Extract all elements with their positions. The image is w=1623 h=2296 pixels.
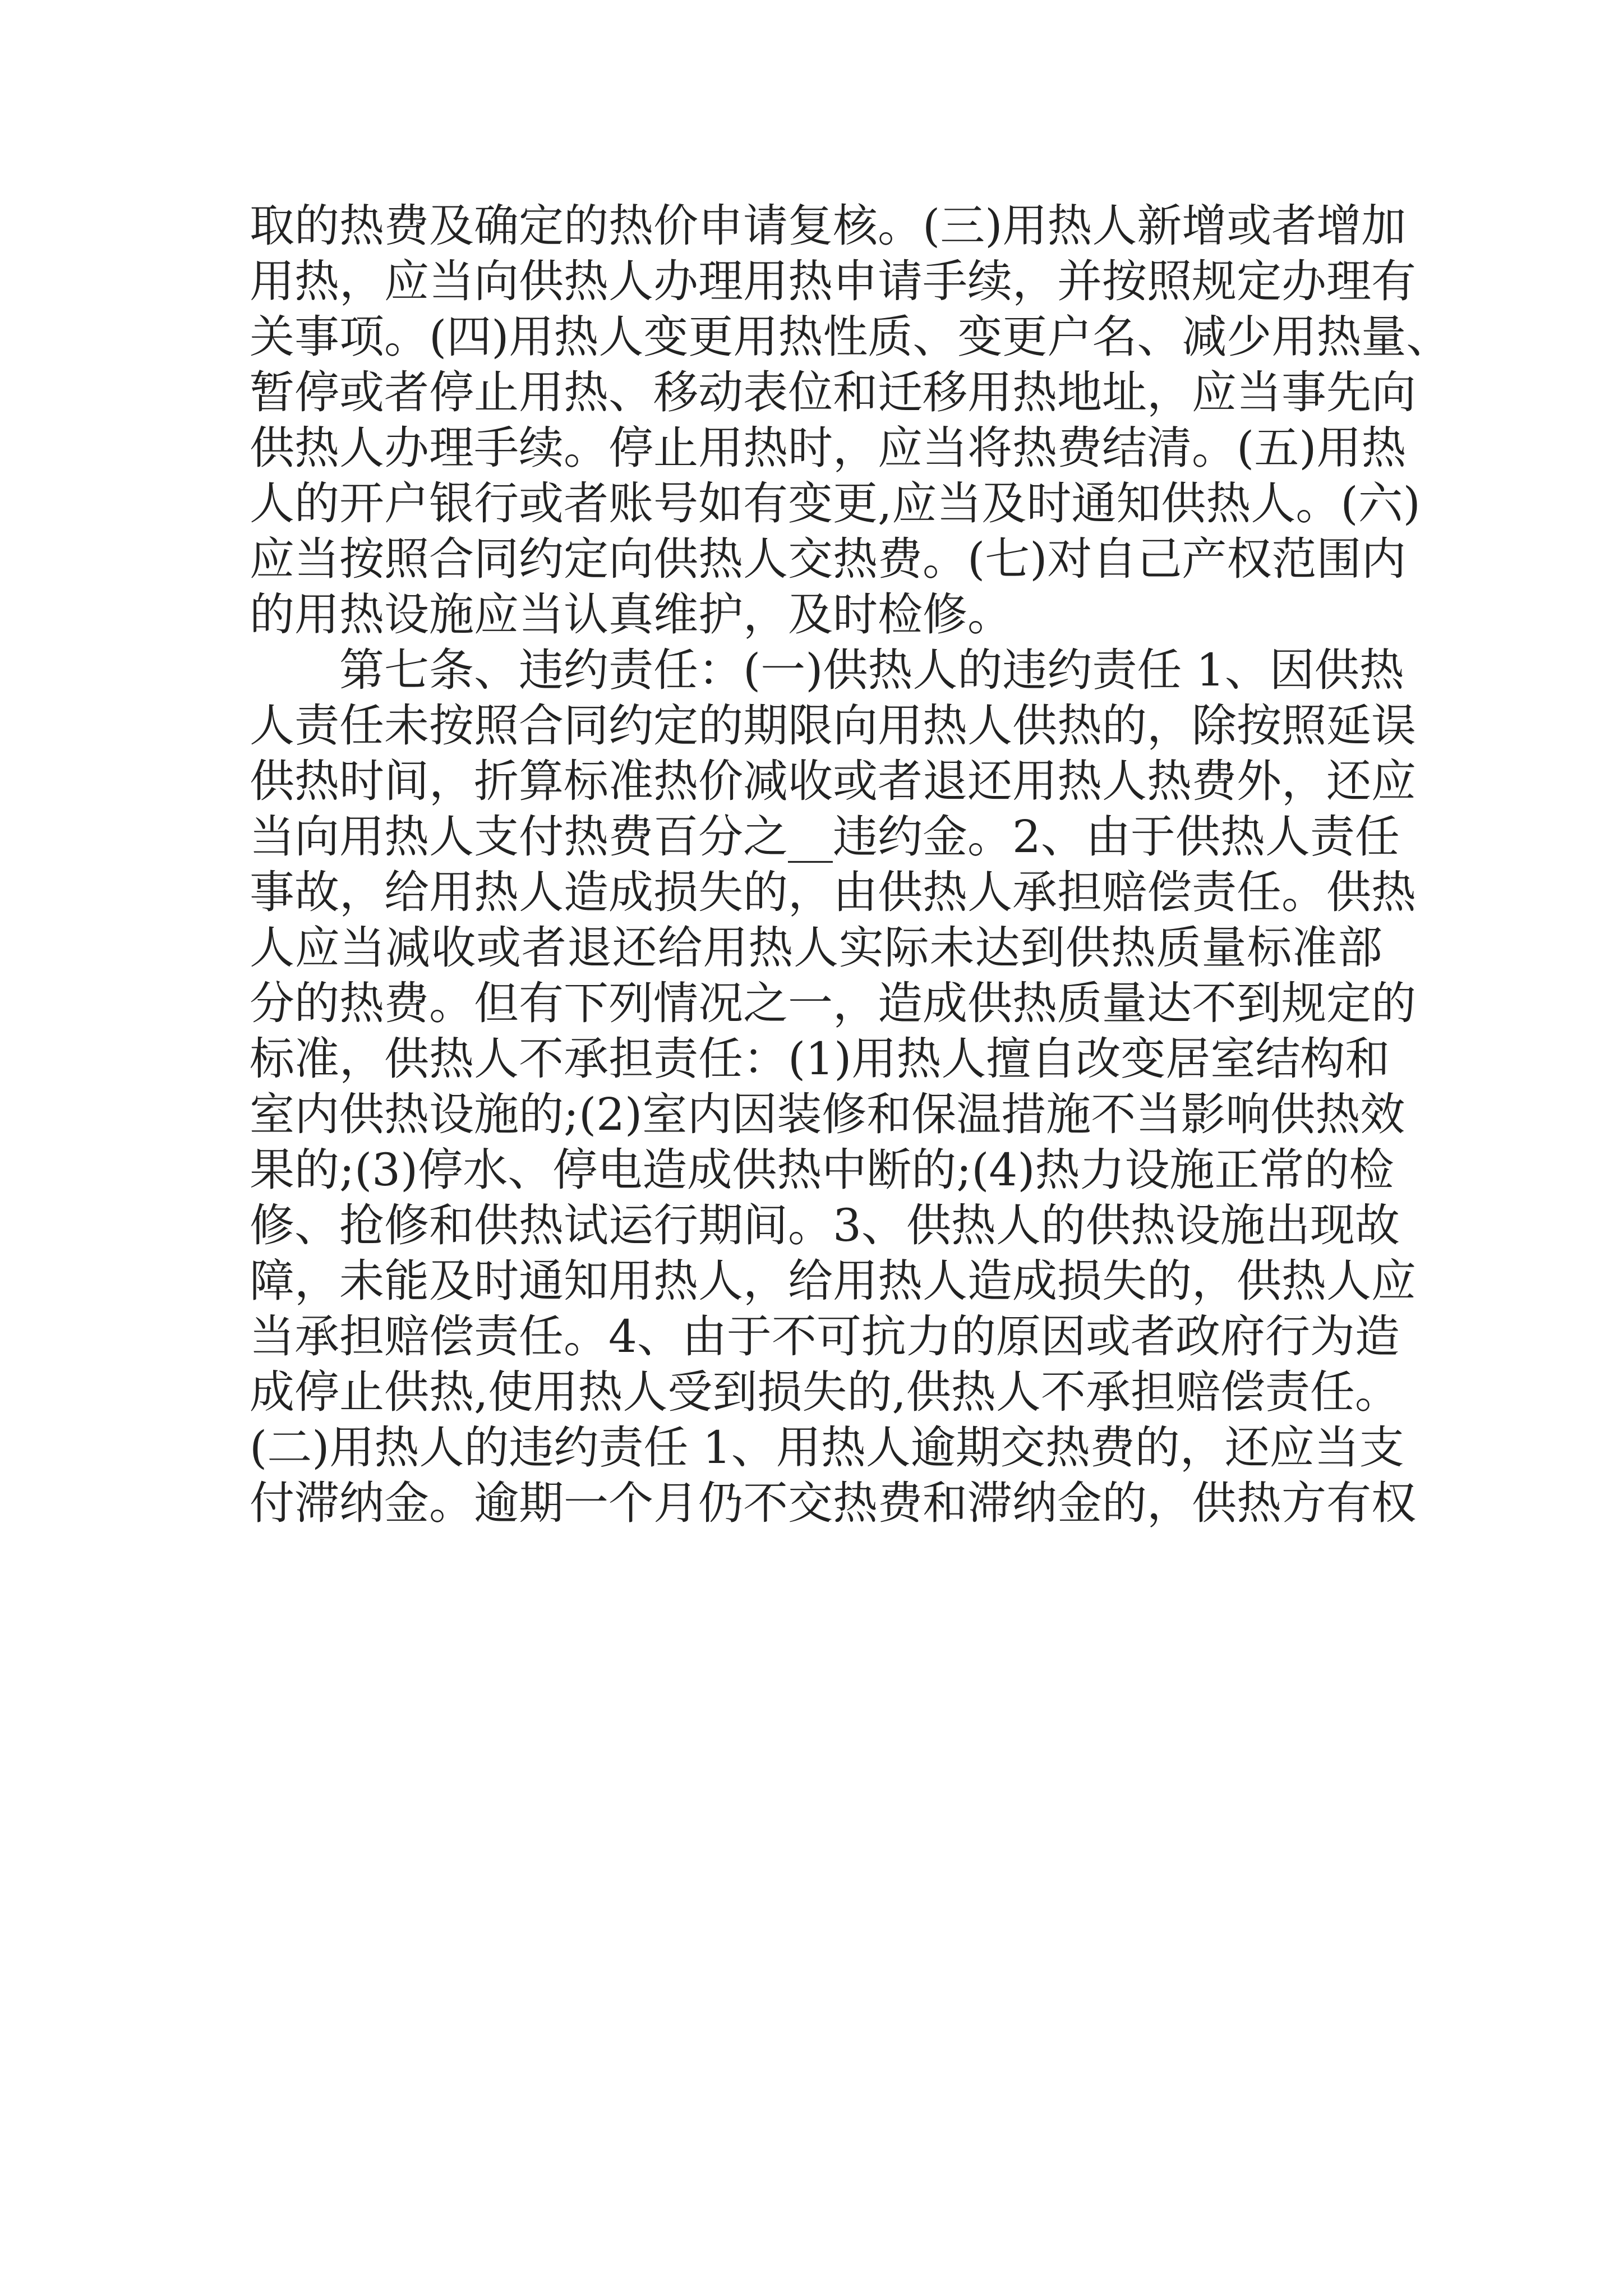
text-line: 分的热费。但有下列情况之一，造成供热质量达不到规定的 xyxy=(250,977,1416,1029)
text-line: (二)用热人的违约责任 1、用热人逾期交热费的，还应当支 xyxy=(250,1421,1404,1474)
text-line: 应当按照合同约定向供热人交热费。(七)对自己产权范围内 xyxy=(250,533,1407,585)
text-line: 关事项。(四)用热人变更用热性质、变更户名、减少用热量、 xyxy=(250,311,1451,363)
text-line: 的用热设施应当认真维护，及时检修。 xyxy=(250,588,1012,641)
text-line: 当向用热人支付热费百分之__违约金。2、由于供热人责任 xyxy=(250,811,1400,863)
text-line: 成停止供热,使用热人受到损失的,供热人不承担赔偿责任。 xyxy=(250,1366,1400,1418)
paragraph-2 xyxy=(250,643,1416,1530)
paragraph-1 xyxy=(250,199,1451,642)
document-body xyxy=(250,199,1451,1532)
text-line: 标准，供热人不承担责任：(1)用热人擅自改变居室结构和 xyxy=(250,1033,1390,1085)
text-line: 用热，应当向供热人办理用热申请手续，并按照规定办理有 xyxy=(250,255,1416,307)
text-line: 取的热费及确定的热价申请复核。(三)用热人新增或者增加 xyxy=(250,200,1407,252)
text-line: 付滞纳金。逾期一个月仍不交热费和滞纳金的，供热方有权 xyxy=(250,1477,1416,1529)
text-line: 果的;(3)停水、停电造成供热中断的;(4)热力设施正常的检 xyxy=(250,1144,1394,1196)
text-line: 室内供热设施的;(2)室内因装修和保温措施不当影响供热效 xyxy=(250,1088,1405,1140)
text-line: 人的开户银行或者账号如有变更,应当及时通知供热人。(六) xyxy=(250,477,1421,530)
text-line: 修、抢修和供热试运行期间。3、供热人的供热设施出现故 xyxy=(250,1199,1400,1251)
text-line: 供热人办理手续。停止用热时，应当将热费结清。(五)用热 xyxy=(250,422,1407,474)
text-line: 人责任未按照合同约定的期限向用热人供热的，除按照延误 xyxy=(250,700,1416,752)
text-line: 障，未能及时通知用热人，给用热人造成损失的，供热人应 xyxy=(250,1255,1416,1307)
text-line: 暂停或者停止用热、移动表位和迁移用热地址，应当事先向 xyxy=(250,366,1416,418)
text-line: 事故，给用热人造成损失的，由供热人承担赔偿责任。供热 xyxy=(250,866,1416,918)
text-line: 供热时间，折算标准热价减收或者退还用热人热费外，还应 xyxy=(250,755,1416,807)
text-line: 当承担赔偿责任。4、由于不可抗力的原因或者政府行为造 xyxy=(250,1310,1400,1363)
text-line: 第七条、违约责任：(一)供热人的违约责任 1、因供热 xyxy=(339,644,1404,696)
text-line: 人应当减收或者退还给用热人实际未达到供热质量标准部 xyxy=(250,922,1382,974)
